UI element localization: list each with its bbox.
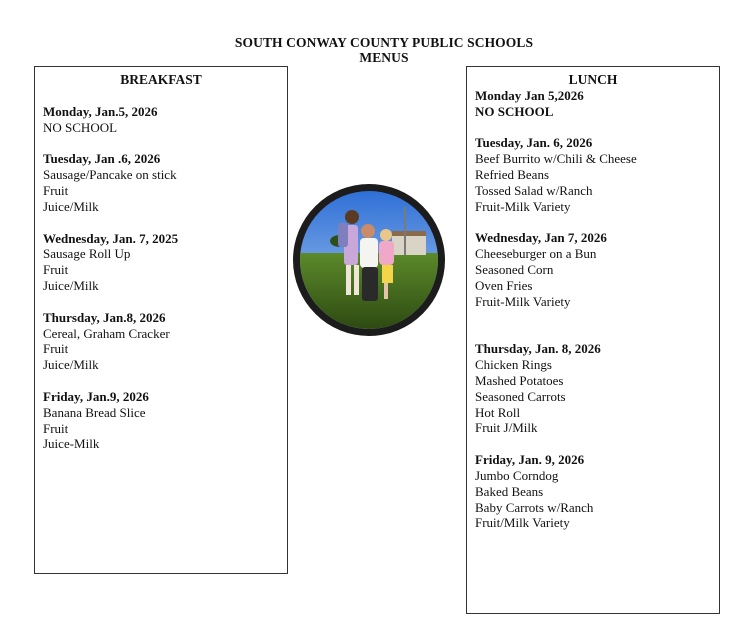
lunch-day-title: Tuesday, Jan. 6, 2026: [475, 135, 593, 151]
menu-item: Mashed Potatoes: [475, 372, 564, 388]
breakfast-day: [43, 104, 279, 136]
menu-item: NO SCHOOL: [43, 119, 118, 135]
menu-item: Juice/Milk: [43, 357, 99, 373]
breakfast-day-title: Tuesday, Jan .6, 2026: [43, 151, 161, 167]
lunch-panel: [466, 66, 720, 614]
menu-item: Oven Fries: [475, 277, 533, 293]
menu-item: Juice-Milk: [43, 436, 100, 452]
lunch-day: [475, 452, 711, 531]
menu-item: Hot Roll: [475, 404, 521, 420]
menu-item: NO SCHOOL: [475, 103, 554, 119]
menu-item: Fruit: [43, 182, 69, 198]
breakfast-panel: [34, 66, 288, 574]
document-subtitle: MENUS: [359, 50, 409, 65]
menu-item: Fruit: [43, 262, 69, 278]
menu-item: Seasoned Carrots: [475, 388, 566, 404]
menu-item: Tossed Salad w/Ranch: [475, 182, 593, 198]
menu-item: Fruit: [43, 341, 69, 357]
breakfast-day: [43, 310, 279, 373]
menu-item: Sausage/Pancake on stick: [43, 167, 177, 183]
lunch-day-title: Monday Jan 5,2026: [475, 87, 584, 103]
menu-item: Refried Beans: [475, 166, 550, 182]
breakfast-day-title: Friday, Jan.9, 2026: [43, 388, 149, 404]
menu-item: Baked Beans: [475, 483, 544, 499]
breakfast-day-title: Monday, Jan.5, 2026: [43, 103, 158, 119]
breakfast-day: [43, 151, 279, 214]
lunch-day: [475, 135, 711, 214]
lunch-day-list: [475, 88, 711, 531]
lunch-day: [475, 230, 711, 309]
menu-item: Banana Bread Slice: [43, 404, 146, 420]
menu-item: Chicken Rings: [475, 357, 552, 373]
menu-item: Cheeseburger on a Bun: [475, 246, 597, 262]
menu-item: Fruit J/Milk: [475, 420, 538, 436]
menu-item: Cereal, Graham Cracker: [43, 325, 170, 341]
breakfast-heading: BREAKFAST: [120, 72, 202, 87]
breakfast-day: [43, 231, 279, 294]
breakfast-day-title: Thursday, Jan.8, 2026: [43, 309, 166, 325]
menu-item: Sausage Roll Up: [43, 246, 131, 262]
menu-item: Fruit/Milk Variety: [475, 515, 570, 531]
document-title: SOUTH CONWAY COUNTY PUBLIC SCHOOLS: [234, 35, 534, 50]
lunch-heading: LUNCH: [568, 72, 618, 87]
lunch-day: [475, 88, 711, 120]
breakfast-day: [43, 389, 279, 452]
menu-item: Seasoned Corn: [475, 261, 554, 277]
children-photo-image: [300, 191, 438, 329]
menu-item: Baby Carrots w/Ranch: [475, 499, 594, 515]
menu-item: Fruit: [43, 420, 69, 436]
menu-item: Fruit-Milk Variety: [475, 198, 571, 214]
lunch-day: [475, 341, 711, 436]
menu-item: Fruit-Milk Variety: [475, 293, 571, 309]
breakfast-day-title: Wednesday, Jan. 7, 2025: [43, 230, 179, 246]
menu-item: Beef Burrito w/Chili & Cheese: [475, 151, 637, 167]
breakfast-day-list: [43, 104, 279, 452]
lunch-day-title: Friday, Jan. 9, 2026: [475, 452, 585, 468]
menu-item: Juice/Milk: [43, 277, 99, 293]
lunch-day-title: Thursday, Jan. 8, 2026: [475, 341, 601, 357]
children-photo: [293, 184, 445, 336]
menu-item: Jumbo Corndog: [475, 467, 559, 483]
menu-item: Juice/Milk: [43, 198, 99, 214]
lunch-day-title: Wednesday, Jan 7, 2026: [475, 230, 607, 246]
